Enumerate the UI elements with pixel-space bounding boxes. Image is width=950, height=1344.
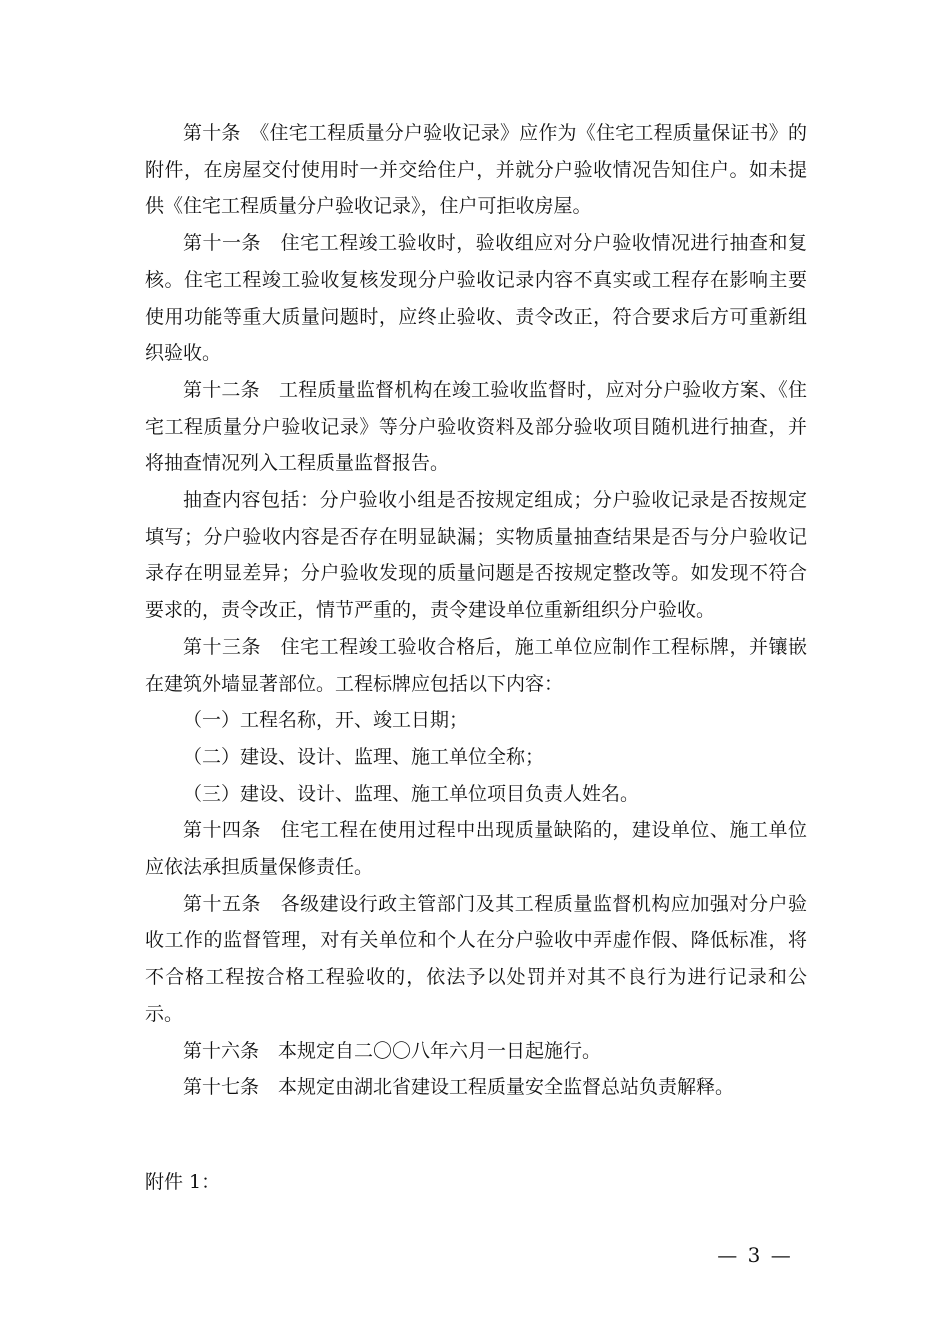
article-12: 第十二条 工程质量监督机构在竣工验收监督时，应对分户验收方案、《住宅工程质量分户验收记录》等分户验收资料及部分验收项目随机进行抽查，并将抽查情况列入工程质量监督报告。 bbox=[145, 378, 807, 475]
document-body bbox=[145, 115, 807, 1106]
attachment-label: 附件 1： bbox=[145, 1171, 221, 1193]
list-item-1: （一）工程名称，开、竣工日期； bbox=[183, 709, 469, 732]
list-item-3: （三）建设、设计、监理、施工单位项目负责人姓名。 bbox=[183, 782, 640, 805]
article-11: 第十一条 住宅工程竣工验收时，验收组应对分户验收情况进行抽查和复核。住宅工程竣工验收复核发现分户验收记录内容不真实或工程存在影响主要使用功能等重大质量问题时，应终止验收、责令改正，符合要求后方可重新组织验收。 bbox=[145, 232, 807, 365]
article-17: 第十七条 本规定由湖北省建设工程质量安全监督总站负责解释。 bbox=[183, 1076, 735, 1099]
article-16: 第十六条 本规定自二〇〇八年六月一日起施行。 bbox=[183, 1039, 602, 1062]
page-number: — 3 — bbox=[717, 1243, 793, 1267]
article-15: 第十五条 各级建设行政主管部门及其工程质量监督机构应加强对分户验收工作的监督管理，对有关单位和个人在分户验收中弄虚作假、降低标准，将不合格工程按合格工程验收的，依法予以处罚并对其不良行为进行记录和公示。 bbox=[145, 892, 807, 1025]
inspection-content: 抽查内容包括：分户验收小组是否按规定组成；分户验收记录是否按规定填写；分户验收内容是否存在明显缺漏；实物质量抽查结果是否与分户验收记录存在明显差异；分户验收发现的质量问题是否按规定整改等。如发现不符合要求的，责令改正，情节严重的，责令建设单位重新组织分户验收。 bbox=[145, 489, 807, 622]
list-item-2: （二）建设、设计、监理、施工单位全称； bbox=[183, 745, 545, 768]
article-14: 第十四条 住宅工程在使用过程中出现质量缺陷的，建设单位、施工单位应依法承担质量保修责任。 bbox=[145, 819, 807, 879]
article-13: 第十三条 住宅工程竣工验收合格后，施工单位应制作工程标牌，并镶嵌在建筑外墙显著部位。工程标牌应包括以下内容： bbox=[145, 635, 807, 695]
article-10: 第十条 《住宅工程质量分户验收记录》应作为《住宅工程质量保证书》的附件，在房屋交付使用时一并交给住户，并就分户验收情况告知住户。如未提供《住宅工程质量分户验收记录》，住户可拒收房屋。 bbox=[145, 122, 807, 218]
